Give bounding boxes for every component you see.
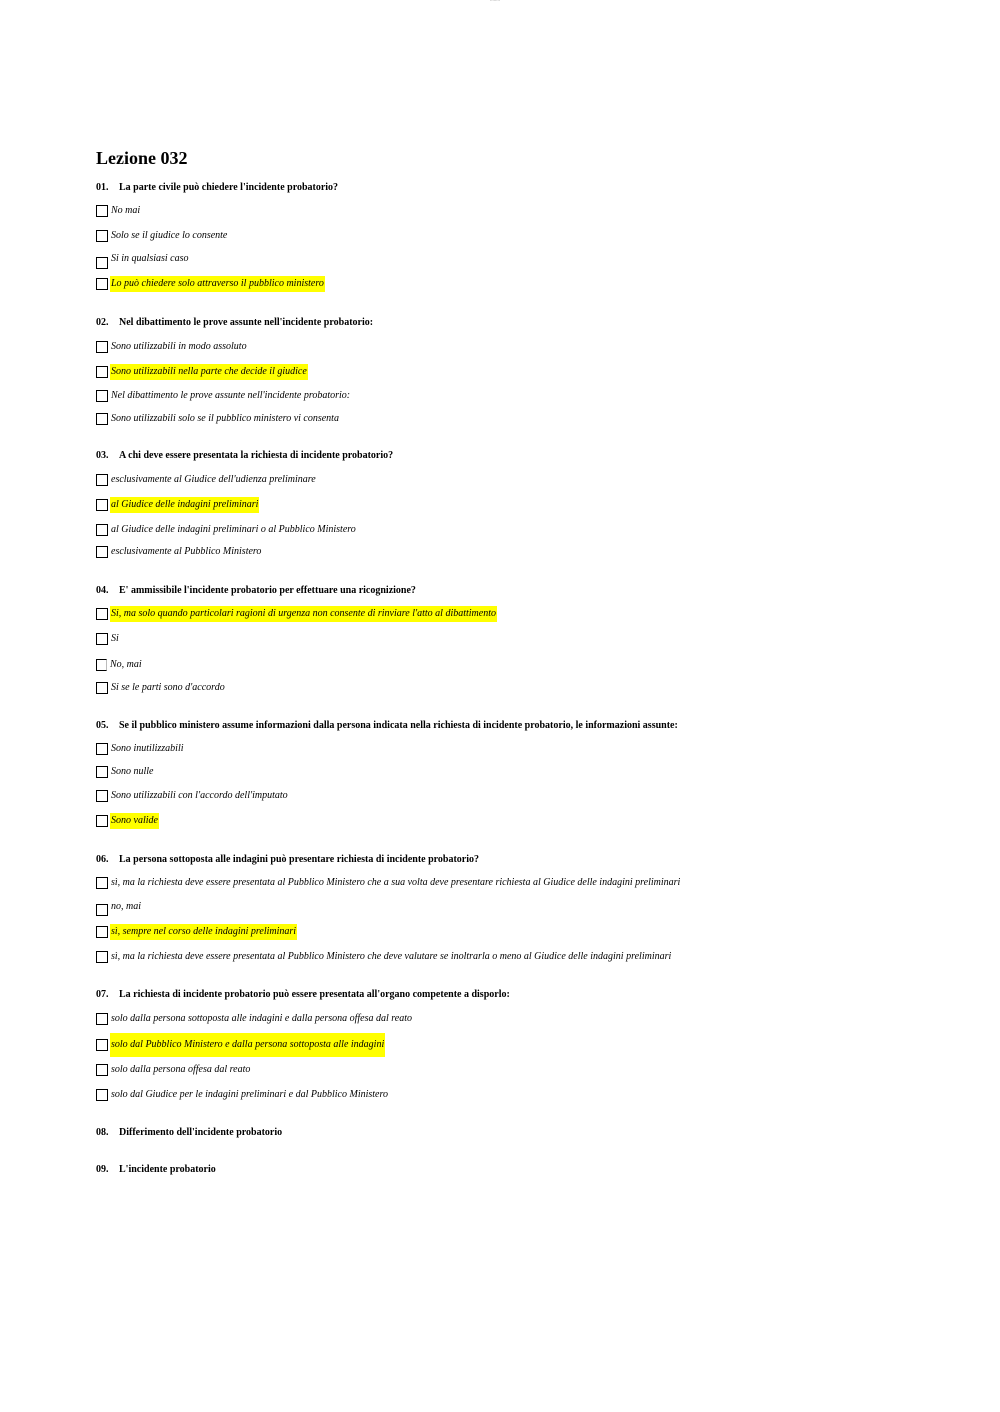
answer-option[interactable]: [96, 875, 681, 891]
question-number: 07.: [96, 989, 109, 1000]
answer-option[interactable]: [96, 544, 262, 560]
answer-option[interactable]: [96, 949, 672, 965]
checkbox[interactable]: [96, 413, 108, 425]
question-number: 01.: [96, 182, 109, 193]
answer-option[interactable]: [96, 631, 120, 647]
lesson-title: Lezione 032: [96, 148, 188, 168]
answer-label: Sono utilizzabili con l'accordo dell'imputato: [111, 790, 288, 801]
question-text: Se il pubblico ministero assume informazioni dalla persona indicata nella richiesta di incidente probatorio, le informazioni assunte:: [119, 720, 678, 731]
answer-label-highlighted: Lo può chiedere solo attraverso il pubblico ministero: [110, 276, 325, 292]
answer-label: Si se le parti sono d'accordo: [111, 682, 225, 693]
checkbox[interactable]: [96, 390, 108, 402]
question-number: 06.: [96, 854, 109, 865]
answer-option[interactable]: [96, 203, 141, 219]
checkbox[interactable]: [96, 926, 108, 938]
question-number: 05.: [96, 720, 109, 731]
answer-label: Sono inutilizzabili: [111, 743, 184, 754]
checkbox[interactable]: [96, 608, 108, 620]
checkbox[interactable]: [96, 341, 108, 353]
checkbox[interactable]: [96, 743, 108, 755]
question-text: Differimento dell'incidente probatorio: [119, 1127, 283, 1138]
checkbox[interactable]: [96, 682, 108, 694]
answer-label-highlighted: sì, sempre nel corso delle indagini preliminari: [110, 924, 297, 940]
answer-option[interactable]: [96, 497, 259, 513]
checkbox[interactable]: [96, 524, 108, 536]
answer-label: Sono utilizzabili solo se il pubblico ministero vi consenta: [111, 413, 339, 424]
question-number: 02.: [96, 317, 109, 328]
question-number: 04.: [96, 585, 109, 596]
question-text: Nel dibattimento le prove assunte nell'incidente probatorio:: [119, 317, 374, 328]
answer-option[interactable]: [96, 339, 248, 355]
answer-option[interactable]: [96, 1033, 385, 1057]
question-number: 03.: [96, 450, 109, 461]
answer-label: Sono nulle: [111, 766, 154, 777]
answer-option[interactable]: [96, 388, 351, 404]
header-mark: ........: [490, 0, 500, 3]
checkbox[interactable]: [96, 546, 108, 558]
answer-option[interactable]: [96, 788, 289, 804]
answer-label: al Giudice delle indagini preliminari o al Pubblico Ministero: [111, 524, 356, 535]
answer-label: Nel dibattimento le prove assunte nell'incidente probatorio:: [111, 390, 351, 401]
question-number: 09.: [96, 1164, 109, 1175]
checkbox[interactable]: [96, 257, 108, 269]
checkbox[interactable]: [96, 1013, 108, 1025]
question-04: [96, 585, 416, 596]
answer-label-highlighted: Sono valide: [110, 813, 159, 829]
answer-label: No mai: [111, 205, 141, 216]
answer-option[interactable]: [96, 924, 297, 940]
question-07: [96, 989, 510, 1000]
answer-label: no, mai: [111, 901, 141, 912]
answer-label: Sono utilizzabili in modo assoluto: [111, 341, 247, 352]
checkbox[interactable]: [96, 1064, 108, 1076]
answer-label-highlighted: Si, ma solo quando particolari ragioni di urgenza non consente di rinviare l'atto al dibattimento: [110, 606, 497, 622]
answer-option[interactable]: [96, 228, 228, 244]
answer-label: solo dalla persona sottoposta alle indagini e dalla persona offesa dal reato: [111, 1013, 413, 1024]
question-text: A chi deve essere presentata la richiesta di incidente probatorio?: [119, 450, 394, 461]
question-text: La persona sottoposta alle indagini può presentare richiesta di incidente probatorio?: [119, 854, 480, 865]
question-06: [96, 854, 479, 865]
answer-label: esclusivamente al Giudice dell'udienza preliminare: [111, 474, 316, 485]
answer-option[interactable]: [96, 657, 143, 673]
checkbox[interactable]: [96, 790, 108, 802]
answer-label: solo dalla persona offesa dal reato: [111, 1064, 251, 1075]
answer-option[interactable]: [96, 472, 317, 488]
answer-label: solo dal Giudice per le indagini preliminari e dal Pubblico Ministero: [111, 1089, 389, 1100]
question-text: La richiesta di incidente probatorio può essere presentata all'organo competente a disporlo:: [119, 989, 510, 1000]
answer-option[interactable]: [96, 899, 142, 915]
answer-label: No, mai: [110, 659, 142, 670]
answer-label: Si in qualsiasi caso: [111, 253, 189, 264]
answer-option[interactable]: [96, 522, 357, 538]
question-text: E' ammissibile l'incidente probatorio per effettuare una ricognizione?: [119, 585, 416, 596]
answer-option[interactable]: [96, 813, 159, 829]
answer-label: esclusivamente al Pubblico Ministero: [111, 546, 262, 557]
answer-option[interactable]: [96, 364, 308, 380]
answer-option[interactable]: [96, 411, 340, 427]
answer-option[interactable]: [96, 764, 155, 780]
answer-label: Solo se il giudice lo consente: [111, 230, 228, 241]
answer-label-highlighted: Sono utilizzabili nella parte che decide il giudice: [110, 364, 308, 380]
answer-option[interactable]: [96, 276, 325, 292]
checkbox[interactable]: [96, 278, 108, 290]
checkbox[interactable]: [96, 1089, 108, 1101]
answer-option[interactable]: [96, 1087, 389, 1103]
checkbox[interactable]: [96, 904, 108, 916]
checkbox[interactable]: [96, 499, 108, 511]
question-text: L'incidente probatorio: [119, 1164, 216, 1175]
answer-option[interactable]: [96, 680, 226, 696]
answer-option[interactable]: [96, 1062, 251, 1078]
answer-label-highlighted: solo dal Pubblico Ministero e dalla persona sottoposta alle indagini: [110, 1033, 385, 1057]
question-08: [96, 1127, 282, 1138]
checkbox[interactable]: [96, 766, 108, 778]
answer-label: Si: [111, 633, 119, 644]
answer-option[interactable]: [96, 606, 497, 622]
question-number: 08.: [96, 1127, 109, 1138]
checkbox[interactable]: [96, 1039, 108, 1051]
answer-label: sì, ma la richiesta deve essere presentata al Pubblico Ministero che a sua volta deve presentare richiesta al Giudice delle indagini preliminari: [111, 877, 681, 888]
question-09: [96, 1164, 216, 1175]
answer-option[interactable]: [96, 1011, 413, 1027]
checkbox[interactable]: [96, 230, 108, 242]
checkbox[interactable]: [96, 474, 108, 486]
checkbox[interactable]: [96, 633, 108, 645]
question-01: [96, 182, 338, 193]
answer-label-highlighted: al Giudice delle indagini preliminari: [110, 497, 259, 513]
question-03: [96, 450, 393, 461]
question-05: [96, 720, 678, 731]
question-02: [96, 317, 373, 328]
checkbox[interactable]: [96, 951, 108, 963]
answer-label: sì, ma la richiesta deve essere presentata al Pubblico Ministero che deve valutare se inoltrarla o meno al Giudice delle indagini preliminari: [111, 951, 672, 962]
checkbox[interactable]: [96, 366, 108, 378]
answer-option[interactable]: [96, 251, 190, 267]
checkbox[interactable]: [96, 877, 108, 889]
checkbox[interactable]: [96, 659, 107, 671]
question-text: La parte civile può chiedere l'incidente probatorio?: [119, 182, 339, 193]
checkbox[interactable]: [96, 815, 108, 827]
answer-option[interactable]: [96, 741, 185, 757]
checkbox[interactable]: [96, 205, 108, 217]
